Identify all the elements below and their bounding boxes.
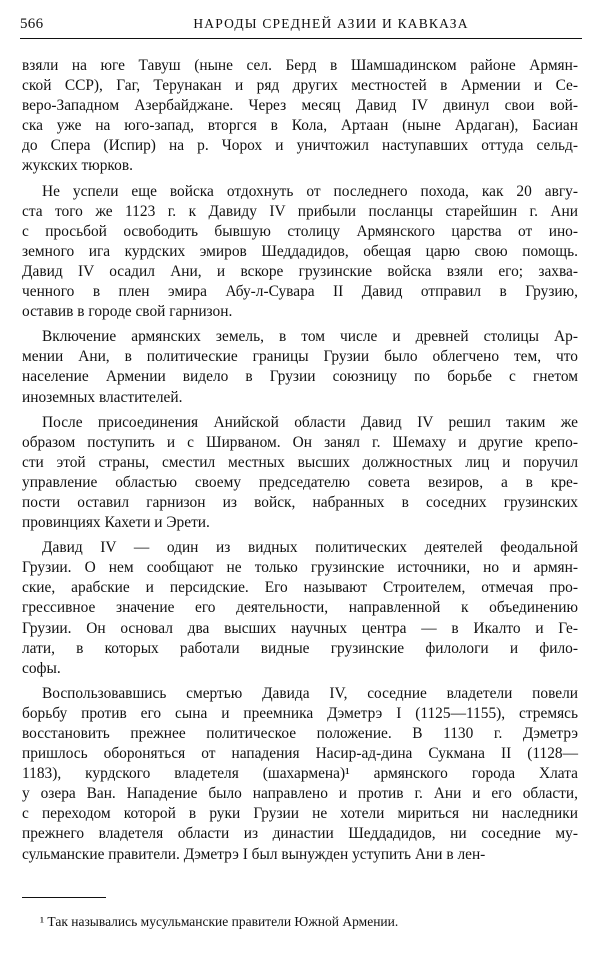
text-line: население Армении видело в Грузии союзницу по борьбе с гнетом xyxy=(22,368,578,386)
text-line: Не успели еще войска отдохнуть от последнего похода, как 20 авгу- xyxy=(42,182,578,200)
text-line: пришлось обороняться от нападения Насир-ад-дина Сукмана II (1128— xyxy=(22,745,578,763)
text-line: 1183), курдского владетеля (шахармена)¹ армянского города Хлата xyxy=(22,765,578,783)
text-line: сти этой страны, сместил местных высших должностных лиц и поручил xyxy=(22,453,578,471)
text-line: сульманские правители. Дэметрэ I был вынужден уступить Ани в лен- xyxy=(22,845,486,863)
text-line: Грузии. Он основал два высших научных центра — в Икалто и Ге- xyxy=(22,619,578,637)
running-title: НАРОДЫ СРЕДНЕЙ АЗИИ И КАВКАЗА xyxy=(193,16,469,31)
text-line: ска уже на юго-запад, вторгся в Кола, Артаан (ныне Ардаган), Басиан xyxy=(22,117,578,135)
text-line: восстановить прежнее политическое положение. В 1130 г. Дэметрэ xyxy=(22,725,578,742)
text-line: мении Ани, в политические границы Грузии было облегчено тем, что xyxy=(22,348,578,366)
paragraph xyxy=(22,413,578,534)
page-number: 566 xyxy=(20,16,44,32)
paragraph xyxy=(22,56,578,177)
text-line: земного ига курдских эмиров Шеддадидов, обещая царю свою помощь. xyxy=(22,242,578,260)
text-line: провинциях Кахети и Эрети. xyxy=(22,514,210,532)
text-line: оставив в городе свой гарнизон. xyxy=(22,303,233,321)
footnote-rule xyxy=(22,897,106,898)
body-text xyxy=(22,56,578,865)
paragraph xyxy=(22,684,578,865)
paragraph xyxy=(22,182,578,323)
text-line: ста того же 1123 г. к Давиду IV прибыли посланцы старейшин г. Ани xyxy=(22,202,578,220)
text-line: Давид IV осадил Ани, и вскоре грузинские войска взяли его; захва- xyxy=(22,262,578,280)
text-line: с просьбой освободить бывшую столицу Армянского царства от ино- xyxy=(22,222,578,240)
text-line: веро-Западном Азербайджане. Через месяц Давид IV двинул свои вой- xyxy=(22,97,578,115)
text-line: с переходом которой в руки Грузии не хотели мириться ни наследники xyxy=(22,805,578,823)
text-line: у озера Ван. Нападение было направлено и против г. Ани и его области, xyxy=(22,785,578,803)
text-line: Давид IV — один из видных политических деятелей феодальной xyxy=(42,539,578,557)
text-line: пости оставил гарнизон из войск, набранных в соседних грузинских xyxy=(22,493,578,511)
text-line: взяли на юге Тавуш (ныне сел. Берд в Шамшадинском районе Армян- xyxy=(22,57,578,74)
text-line: ченного в плен эмира Абу-л-Сувара II Давид отправил в Грузию, xyxy=(22,283,578,301)
text-line: ские, арабские и персидские. Его называют Строителем, отмечая про- xyxy=(22,579,578,597)
text-line: управление областью своему председателю совета везиров, а в кре- xyxy=(22,473,578,491)
text-line: борьбу против его сына и преемника Дэметрэ I (1125—1155), стремясь xyxy=(22,704,578,722)
text-line: прежнего владетеля области из династии Шеддадидов, ни соседние му- xyxy=(22,825,578,843)
text-line: образом поступить и с Ширваном. Он занял г. Шемаху и другие крепо- xyxy=(22,433,578,451)
text-line: Грузии. О нем сообщают не только грузинские источники, но и армян- xyxy=(22,559,578,577)
text-line: грессивное значение его деятельности, направленной к объединению xyxy=(22,599,578,617)
text-line: софы. xyxy=(22,659,61,677)
text-line: ской ССР), Гаг, Терунакан и ряд других местностей в Армении и Се- xyxy=(22,77,578,95)
text-line: После присоединения Анийской области Давид IV решил таким же xyxy=(42,413,578,431)
text-line: иноземных властителей. xyxy=(22,388,183,406)
page-header xyxy=(20,16,582,39)
paragraph xyxy=(22,327,578,407)
paragraph xyxy=(22,538,578,679)
footnote: ¹ Так назывались мусульманские правители Южной Армении. xyxy=(40,914,399,929)
text-line: лати, в которых работали видные грузинские филологи и фило- xyxy=(22,639,578,657)
text-line: Включение армянских земель, в том числе и древней столицы Ар- xyxy=(42,328,578,346)
text-line: до Спера (Испир) на р. Чорох и уничтожил наступавших оттуда сельд- xyxy=(22,137,578,155)
text-line: жукских тюрков. xyxy=(22,157,133,175)
text-line: Воспользовавшись смертью Давида IV, соседние владетели повели xyxy=(42,684,578,702)
